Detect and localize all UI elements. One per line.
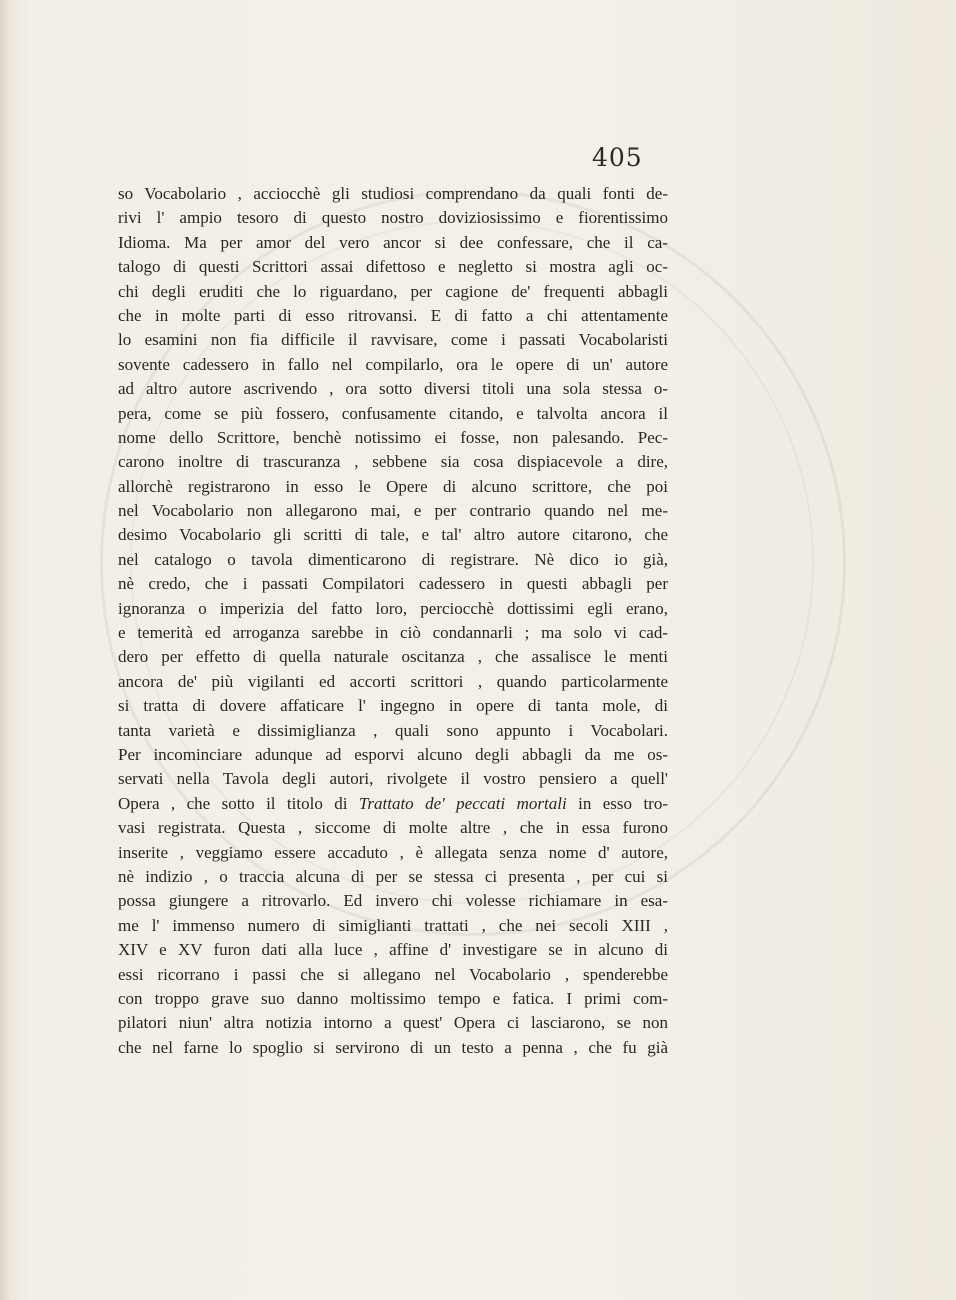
- text-segment: e temerità ed arroganza sarebbe in ciò condannarli ; ma solo vi cad-: [118, 623, 668, 643]
- text-line: [118, 426, 668, 450]
- text-line: [118, 280, 668, 304]
- text-line: [118, 938, 668, 962]
- text-segment: rivi l' ampio tesoro di questo nostro doviziosissimo e fiorentissimo: [118, 208, 668, 228]
- text-line: [118, 743, 668, 767]
- text-segment: XIV e XV furon dati alla luce , affine d' investigare se in alcuno di: [118, 940, 668, 960]
- text-line: [118, 694, 668, 718]
- text-segment: ancora de' più vigilanti ed accorti scrittori , quando particolarmente: [118, 671, 668, 691]
- text-line: [118, 914, 668, 938]
- text-segment: nel Vocabolario non allegarono mai, e per contrario quando nel me-: [118, 501, 668, 521]
- text-line: [118, 450, 668, 474]
- body-text: [118, 182, 668, 1060]
- text-segment: sovente cadessero in fallo nel compilarlo, ora le opere di un' autore: [118, 354, 668, 374]
- text-line: [118, 841, 668, 865]
- text-segment: desimo Vocabolario gli scritti di tale, e tal' altro autore citarono, che: [118, 525, 668, 545]
- text-line: [118, 231, 668, 255]
- text-segment: essi ricorrano i passi che si allegano nel Vocabolario , spenderebbe: [118, 964, 668, 984]
- text-segment: dero per effetto di quella naturale oscitanza , che assalisce le menti: [118, 647, 668, 667]
- text-line: [118, 670, 668, 694]
- text-segment: pilatori niun' altra notizia intorno a quest' Opera ci lasciarono, se non: [118, 1013, 668, 1033]
- italic-title: Trattato de' peccati mortali: [358, 793, 567, 813]
- text-line: [118, 597, 668, 621]
- text-segment: lo esamini non fia difficile il ravvisare, come i passati Vocabolaristi: [118, 330, 668, 350]
- text-segment: me l' immenso numero di simiglianti trattati , che nei secoli XIII ,: [118, 915, 668, 935]
- text-line: [118, 304, 668, 328]
- text-segment: ad altro autore ascrivendo , ora sotto diversi titoli una sola stessa o-: [118, 379, 668, 399]
- text-line: [118, 548, 668, 572]
- text-line: [118, 865, 668, 889]
- text-line: [118, 816, 668, 840]
- text-segment: che in molte parti di esso ritrovansi. E di fatto a chi attentamente: [118, 305, 668, 325]
- text-segment: Opera , che sotto il titolo di: [118, 793, 359, 813]
- text-line: [118, 767, 668, 791]
- text-line: [118, 621, 668, 645]
- page-edge-shadow: [0, 0, 10, 1300]
- text-segment: chi degli eruditi che lo riguardano, per cagione de' frequenti abbagli: [118, 281, 668, 301]
- text-segment: talogo di questi Scrittori assai difettoso e negletto si mostra agli oc-: [118, 257, 668, 277]
- text-line: [118, 963, 668, 987]
- text-line: [118, 402, 668, 426]
- text-line: [118, 206, 668, 230]
- text-segment: allorchè registrarono in esso le Opere di alcuno scrittore, che poi: [118, 476, 668, 496]
- text-segment: nome dello Scrittore, benchè notissimo ei fosse, non palesando. Pec-: [118, 427, 668, 447]
- text-segment: si tratta di dovere affaticare l' ingegno in opere di tanta mole, di: [118, 696, 668, 716]
- text-segment: ignoranza o imperizia del fatto loro, perciocchè dottissimi egli erano,: [118, 598, 668, 618]
- text-line: [118, 475, 668, 499]
- text-line: [118, 1011, 668, 1035]
- text-line: [118, 792, 668, 816]
- text-segment: che nel farne lo spoglio si servirono di un testo a penna , che fu già: [118, 1037, 668, 1057]
- text-line: [118, 523, 668, 547]
- text-line: [118, 499, 668, 523]
- text-segment: Per incominciare adunque ad esporvi alcuno degli abbagli da me os-: [118, 744, 668, 764]
- text-segment: carono inoltre di trascuranza , sebbene sia cosa dispiacevole a dire,: [118, 452, 668, 472]
- text-line: [118, 328, 668, 352]
- text-line: [118, 255, 668, 279]
- text-segment: vasi registrata. Questa , siccome di molte altre , che in essa furono: [118, 818, 668, 838]
- text-segment: in esso tro-: [566, 793, 668, 813]
- text-segment: nè credo, che i passati Compilatori cadessero in questi abbagli per: [118, 574, 668, 594]
- text-line: [118, 987, 668, 1011]
- text-line: [118, 572, 668, 596]
- text-segment: so Vocabolario , acciocchè gli studiosi comprendano da quali fonti de-: [118, 184, 668, 203]
- text-segment: servati nella Tavola degli autori, rivolgete il vostro pensiero a quell': [118, 769, 668, 789]
- text-segment: tanta varietà e dissimiglianza , quali sono appunto i Vocabolari.: [118, 720, 668, 740]
- text-line: [118, 353, 668, 377]
- text-line: [118, 1036, 668, 1060]
- text-segment: pera, come se più fossero, confusamente citando, e talvolta ancora il: [118, 403, 668, 423]
- page-number: 405: [592, 143, 643, 172]
- text-line: [118, 377, 668, 401]
- text-line: [118, 719, 668, 743]
- text-segment: inserite , veggiamo essere accaduto , è allegata senza nome d' autore,: [118, 842, 668, 862]
- text-line: [118, 645, 668, 669]
- text-line: [118, 182, 668, 206]
- text-segment: nè indizio , o traccia alcuna di per se stessa ci presenta , per cui si: [118, 866, 668, 886]
- text-segment: nel catalogo o tavola dimenticarono di registrare. Nè dico io già,: [118, 549, 668, 569]
- text-segment: con troppo grave suo danno moltissimo tempo e fatica. I primi com-: [118, 988, 668, 1008]
- text-segment: Idioma. Ma per amor del vero ancor si dee confessare, che il ca-: [118, 232, 668, 252]
- text-line: [118, 889, 668, 913]
- text-segment: possa giungere a ritrovarlo. Ed invero chi volesse richiamare in esa-: [118, 891, 668, 911]
